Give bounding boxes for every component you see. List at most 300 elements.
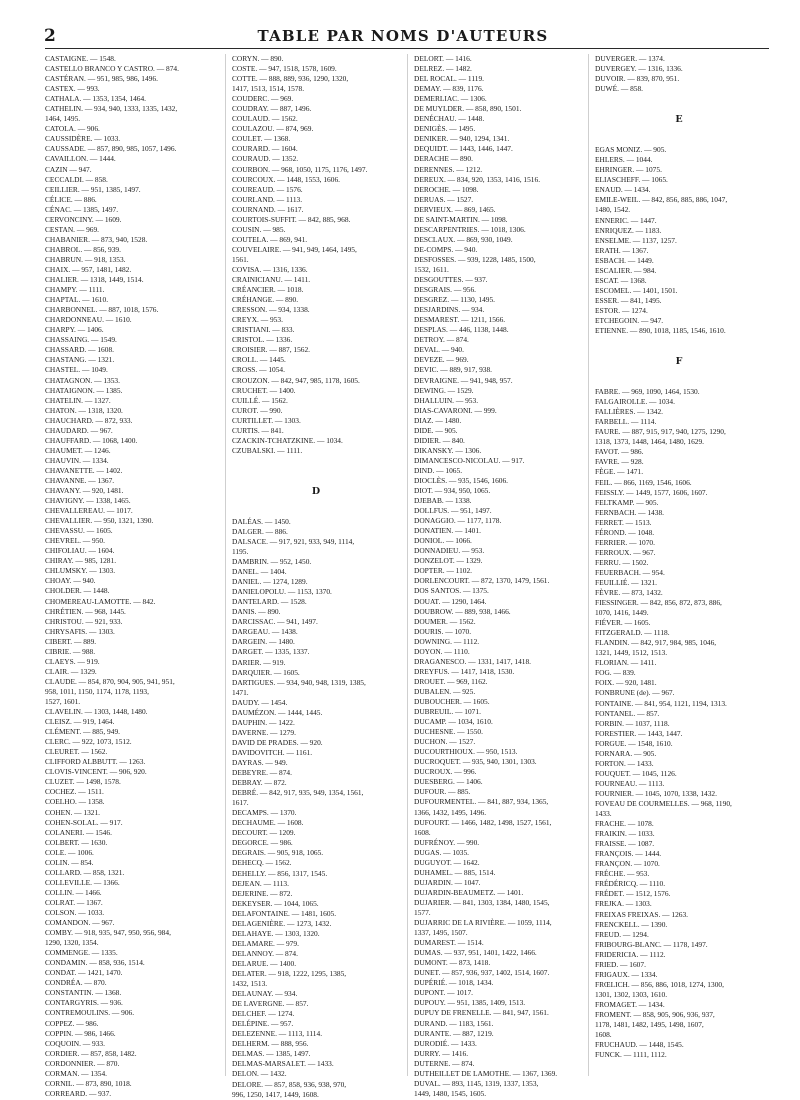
index-entry: CROUZON. — 842, 947, 985, 1178, 1605. xyxy=(232,375,360,385)
index-entry: DUBREUIL. — 1071. xyxy=(414,707,481,717)
index-entry: CHABROL. — 856, 939. xyxy=(45,244,121,254)
index-entry: DOURIS. — 1070. xyxy=(414,626,472,636)
index-entry: DIND. — 1065. xyxy=(414,465,463,475)
index-entry: CHASTEL. — 1049. xyxy=(45,365,108,375)
index-entry: DRAGANESCO. — 1331, 1417, 1418. xyxy=(414,656,532,666)
index-entry: DELREZ. — 1482. xyxy=(414,64,472,74)
index-entry: CORDONNIER. — 870. xyxy=(45,1058,120,1068)
index-entry: DUESBERG. — 1406. xyxy=(414,777,483,787)
index-entry: FROMAGET. — 1434. xyxy=(595,999,665,1009)
index-entry: COPPEZ. — 986. xyxy=(45,1018,99,1028)
index-entry: CHEVALLEREAU. — 1017. xyxy=(45,506,133,516)
index-entry: DECHAUME. — 1608. xyxy=(232,818,304,828)
index-entry: FRIBOURG-BLANC. — 1178, 1497. xyxy=(595,939,708,949)
index-entry: DEVEZE. — 969. xyxy=(414,355,469,365)
index-entry: DEGORCE. — 986. xyxy=(232,838,293,848)
index-entry: DUFOURT. — 1466, 1482, 1498, 1527, 1561, xyxy=(414,817,552,827)
index-entry: CHOAY. — 940. xyxy=(45,576,96,586)
index-entry: CHALIER. — 1318, 1449, 1514. xyxy=(45,275,144,285)
index-entry: DUGUYOT. — 1642. xyxy=(414,857,480,867)
index-entry: DONZELOT. — 1329. xyxy=(414,556,483,566)
index-entry: FROMENT. — 858, 905, 906, 936, 937, xyxy=(595,1009,715,1019)
index-entry: DUJARDIN-BEAUMETZ. — 1401. xyxy=(414,887,524,897)
index-entry: FELTKAMP. — 905. xyxy=(595,497,659,507)
index-entry: CHRÉTIEN. — 968, 1445. xyxy=(45,606,126,616)
index-entry: ESBACH. — 1449. xyxy=(595,255,654,265)
index-entry: DARQUIER. — 1605. xyxy=(232,667,300,677)
index-entry: FEUERBACH. — 954. xyxy=(595,567,665,577)
index-entry: FLORIAN. — 1411. xyxy=(595,658,657,668)
index-entry: 1617. xyxy=(232,798,249,808)
index-entry: COUSIN. — 985. xyxy=(232,224,286,234)
index-entry: CIBRIE. — 988. xyxy=(45,646,96,656)
index-entry: CATHELIN. — 934, 940, 1333, 1335, 1432, xyxy=(45,104,178,114)
index-entry: CAUSSADE. — 857, 890, 985, 1057, 1496. xyxy=(45,144,177,154)
index-entry: CHIRAY. — 985, 1281. xyxy=(45,556,117,566)
index-entry: CIBERT. — 889. xyxy=(45,636,97,646)
index-entry: DEROCHE. — 1098. xyxy=(414,184,479,194)
index-column-3 xyxy=(407,54,582,1098)
index-entry: FÈVRE. — 873, 1432. xyxy=(595,588,663,598)
index-entry: DORLENCOURT. — 872, 1370, 1479, 1561. xyxy=(414,576,550,586)
index-entry: DARTIGUES. — 934, 940, 948, 1319, 1385, xyxy=(232,677,366,687)
index-entry: DELEZENNE. — 1113, 1114. xyxy=(232,1029,323,1039)
index-entry: CHARPY. — 1406. xyxy=(45,325,104,335)
index-entry: DEMERLIAC. — 1306. xyxy=(414,94,487,104)
index-entry: DUCROUX. — 996. xyxy=(414,767,477,777)
index-entry: COLANERI. — 1546. xyxy=(45,827,112,837)
index-entry: DELAHAYE. — 1303, 1320. xyxy=(232,928,320,938)
index-entry: CUROT. — 990. xyxy=(232,405,283,415)
index-entry: COULET. — 1368. xyxy=(232,134,291,144)
index-entry: DUPÉRIÉ. — 1018, 1434. xyxy=(414,978,494,988)
index-entry: DALSACE. — 917, 921, 933, 949, 1114, xyxy=(232,536,355,546)
index-entry: FRŒLICH. — 856, 886, 1018, 1274, 1300, xyxy=(595,979,724,989)
index-entry: DELORE. — 857, 858, 936, 938, 970, xyxy=(232,1079,347,1089)
index-entry: FRENCKELL. — 1390. xyxy=(595,919,668,929)
index-entry: COLLIN. — 1466. xyxy=(45,887,102,897)
index-entry: DELÉPINE. — 957. xyxy=(232,1019,294,1029)
index-entry: DONATIEN. — 1401. xyxy=(414,526,481,536)
index-entry: CHABANIER. — 873, 940, 1528. xyxy=(45,234,148,244)
index-entry: DAUDY. — 1454. xyxy=(232,697,288,707)
index-entry: COQUOIN. — 933. xyxy=(45,1038,105,1048)
index-entry: CREYX. — 953. xyxy=(232,315,283,325)
index-entry: DAVID DE PRADES. — 920. xyxy=(232,737,323,747)
index-entry: FRIED. — 1607. xyxy=(595,959,646,969)
index-entry: COMANDON. — 967. xyxy=(45,918,115,928)
index-entry: FRAIKIN. — 1033. xyxy=(595,829,655,839)
index-entry: CLUZET. — 1498, 1578. xyxy=(45,777,121,787)
index-entry: CROISIER. — 887, 1562. xyxy=(232,345,311,355)
index-entry: DEL ROCAL. — 1119. xyxy=(414,74,485,84)
index-entry: CONDRÉA. — 870. xyxy=(45,978,107,988)
index-entry: CLERC. — 922, 1073, 1512. xyxy=(45,737,132,747)
index-entry: CURTIS. — 841. xyxy=(232,425,284,435)
index-entry: DENIGÈS. — 1495. xyxy=(414,124,476,134)
spacer xyxy=(595,104,763,114)
index-entry: CORNIL. — 873, 890, 1018. xyxy=(45,1078,132,1088)
spacer xyxy=(595,346,763,356)
index-entry: DJEBAB. — 1338. xyxy=(414,496,472,506)
index-entry: DELAFONTAINE. — 1481, 1605. xyxy=(232,908,337,918)
index-entry: FAVRE. — 928. xyxy=(595,457,644,467)
index-entry: 1449, 1480, 1545, 1605. xyxy=(414,1088,487,1098)
index-entry: DONNADIEU. — 953. xyxy=(414,546,485,556)
index-entry: DEJEAN. — 1113. xyxy=(232,878,289,888)
index-entry: CASTELLO BRANCO Y CASTRO. — 874. xyxy=(45,64,179,74)
index-entry: DURANTE. — 887, 1219. xyxy=(414,1028,494,1038)
index-entry: CHABRUN. — 918, 1353. xyxy=(45,254,126,264)
index-entry: COLLEVILLE. — 1366. xyxy=(45,877,120,887)
index-entry: COHEN. — 1321. xyxy=(45,807,101,817)
index-entry: DUNET. — 857, 936, 937, 1402, 1514, 1607. xyxy=(414,968,550,978)
index-entry: DAVIDOVITCH. — 1161. xyxy=(232,747,313,757)
index-entry: CRESSON. — 934, 1338. xyxy=(232,305,310,315)
index-entry: FOURNIER. — 1045, 1070, 1338, 1432. xyxy=(595,788,717,798)
index-entry: FUNCK. — 1111, 1112. xyxy=(595,1050,667,1060)
index-entry: DELARUE. — 1400. xyxy=(232,958,297,968)
index-entry: FIÉVER. — 1605. xyxy=(595,618,651,628)
index-entry: CASTAIGNE. — 1548. xyxy=(45,54,116,63)
index-entry: DELAUNAY. — 934. xyxy=(232,989,298,999)
index-entry: DIAZ. — 1480. xyxy=(414,415,462,425)
section-letter: E xyxy=(675,114,683,126)
index-entry: DERENNES. — 1212. xyxy=(414,164,483,174)
index-entry: CRÉANCIER. — 1018. xyxy=(232,285,304,295)
index-entry: CORREARD. — 937. xyxy=(45,1088,112,1098)
index-entry: DOYON. — 1110. xyxy=(414,646,470,656)
index-entry: CHAVANNE. — 1367. xyxy=(45,475,115,485)
index-entry: COLIN. — 854. xyxy=(45,857,94,867)
index-entry: FORGUE. — 1548, 1610. xyxy=(595,738,673,748)
index-column-2 xyxy=(225,54,400,1099)
index-entry: DUMAREST. — 1514. xyxy=(414,938,484,948)
index-entry: COURTOIS-SUFFIT. — 842, 885, 968. xyxy=(232,214,351,224)
index-entry: COLLARD. — 858, 1321. xyxy=(45,867,125,877)
index-entry: 1527, 1601. xyxy=(45,697,81,706)
index-entry: DESCARPENTRIES. — 1018, 1306. xyxy=(414,224,526,234)
index-entry: DELANNOY. — 874. xyxy=(232,948,298,958)
index-entry: DUCAMP. — 1034, 1610. xyxy=(414,717,493,727)
index-entry: FERRU. — 1502. xyxy=(595,557,649,567)
index-column-4 xyxy=(588,54,763,1076)
index-entry: DESFOSSES. — 939, 1228, 1485, 1500, xyxy=(414,254,536,264)
index-entry: COHEN-SOLAL. — 917. xyxy=(45,817,123,827)
index-entry: 1195. xyxy=(232,547,249,557)
index-entry: DOUMER. — 1562. xyxy=(414,616,476,626)
index-entry: CHAUCHARD. — 872, 933. xyxy=(45,415,133,425)
index-entry: CRÉHANGE. — 890. xyxy=(232,295,299,305)
index-entry: CHEVALLIER. — 950, 1321, 1390. xyxy=(45,516,154,526)
index-entry: CRISTIANI. — 833. xyxy=(232,325,295,335)
index-entry: COUVELAIRE. — 941, 949, 1464, 1495, xyxy=(232,244,357,254)
index-entry: DELAGENIÈRE. — 1273, 1432. xyxy=(232,918,332,928)
index-entry: CRAINICIANU. — 1411. xyxy=(232,275,311,285)
index-entry: COULAZOU. — 874, 969. xyxy=(232,124,314,134)
index-entry: CLAIR. — 1329. xyxy=(45,666,97,676)
index-entry: CONTARGYRIS. — 936. xyxy=(45,998,123,1008)
index-entry: FONTANEL. — 857. xyxy=(595,708,660,718)
index-entry: DANIELOPOLU. — 1153, 1370. xyxy=(232,587,332,597)
index-entry: ENSELME. — 1137, 1257. xyxy=(595,235,677,245)
index-entry: ENAUD. — 1434. xyxy=(595,185,651,195)
index-entry: ESCAT. — 1368. xyxy=(595,275,647,285)
index-entry: FERRIER. — 1070. xyxy=(595,537,655,547)
index-entry: COLRAT. — 1367. xyxy=(45,897,103,907)
index-entry: FRANÇOIS. — 1444. xyxy=(595,849,662,859)
index-entry: CHAMPY. — 1111. xyxy=(45,285,105,295)
index-entry: COURLAND. — 1113. xyxy=(232,194,303,204)
section-letter: D xyxy=(311,485,321,497)
index-entry: DANEL. — 1404. xyxy=(232,567,287,577)
index-entry: DENIKER. — 940, 1294, 1341. xyxy=(414,134,510,144)
index-entry: FREIXAS FREIXAS. — 1263. xyxy=(595,909,689,919)
index-entry: DERUAS. — 1527. xyxy=(414,194,474,204)
index-entry: CLIFFORD ALBBUTT. — 1263. xyxy=(45,757,146,767)
index-entry: DESGOUTTES. — 937. xyxy=(414,275,488,285)
index-entry: COURNAND. — 1617. xyxy=(232,204,304,214)
index-entry: FREJKA. — 1303. xyxy=(595,899,652,909)
index-entry: CASTÉRAN. — 951, 985, 986, 1496. xyxy=(45,74,158,84)
index-entry: COTTE. — 888, 889, 936, 1290, 1320, xyxy=(232,74,349,84)
index-entry: COURARD. — 1604. xyxy=(232,144,298,154)
index-entry: DESGRAIS. — 956. xyxy=(414,285,477,295)
index-entry: FLANDIN. — 842, 917, 984, 985, 1046, xyxy=(595,638,717,648)
index-entry: COMMENGE. — 1335. xyxy=(45,948,118,958)
index-entry: FREUD. — 1294. xyxy=(595,929,649,939)
index-entry: DELAMARE. — 979. xyxy=(232,938,299,948)
index-entry: CHAUFFARD. — 1068, 1400. xyxy=(45,435,138,445)
running-title: TABLE PAR NOMS D'AUTEURS xyxy=(257,27,549,45)
index-entry: FORBIN. — 1037, 1118. xyxy=(595,718,670,728)
index-entry: DUCHON. — 1527. xyxy=(414,737,476,747)
index-entry: DEMAY. — 839, 1176. xyxy=(414,84,484,94)
spacer xyxy=(595,377,763,387)
index-entry: DUPUY DE FRENELLE. — 841, 947, 1561. xyxy=(414,1008,549,1018)
index-entry: CAUSSIDÈRE. — 1033. xyxy=(45,134,121,144)
index-entry: DEVAL. — 940. xyxy=(414,345,464,355)
index-entry: DELHERM. — 888, 956. xyxy=(232,1039,309,1049)
index-entry: DUVAL. — 893, 1145, 1319, 1337, 1353, xyxy=(414,1078,539,1088)
index-entry: FRUCHAUD. — 1448, 1545. xyxy=(595,1040,684,1050)
index-entry: DESJARDINS. — 934. xyxy=(414,305,485,315)
index-entry: DAMBRIN. — 952, 1450. xyxy=(232,557,312,567)
index-entry: DE SAINT-MARTIN. — 1098. xyxy=(414,214,508,224)
index-entry: 1471. xyxy=(232,687,249,697)
index-entry: CHRISTOU. — 921, 933. xyxy=(45,616,123,626)
index-entry: DERVIEUX. — 869, 1465. xyxy=(414,204,496,214)
index-entry: DUFOURMENTEL. — 841, 887, 934, 1365, xyxy=(414,797,549,807)
index-entry: DAYRAS. — 949. xyxy=(232,758,288,767)
index-entry: CERVONCINY. — 1609. xyxy=(45,214,122,224)
index-entry: FÈGE. — 1471. xyxy=(595,467,644,477)
index-entry: DETROY. — 874. xyxy=(414,335,469,345)
index-entry: DUVERGEY. — 1316, 1336. xyxy=(595,64,683,74)
index-entry: 1608. xyxy=(595,1030,612,1040)
index-entry: DROUET. — 969, 1162. xyxy=(414,676,488,686)
index-entry: FONTAINE. — 841, 954, 1121, 1194, 1313. xyxy=(595,698,727,708)
index-entry: FONBRUNE (de). — 967. xyxy=(595,688,675,698)
index-entry: COELHO. — 1358. xyxy=(45,797,105,807)
header-rule xyxy=(45,48,769,49)
index-entry: FORESTIER. — 1443, 1447. xyxy=(595,728,683,738)
index-entry: DEBRAY. — 872. xyxy=(232,778,287,788)
index-entry: DEHELLY. — 856, 1317, 1545. xyxy=(232,868,328,878)
index-entry: DUBOUCHER. — 1605. xyxy=(414,697,490,706)
index-entry: CONDAMIN. — 858, 936, 1514. xyxy=(45,958,145,968)
index-entry: DECAMPS. — 1370. xyxy=(232,808,297,818)
index-entry: CLAVELIN. — 1303, 1448, 1480. xyxy=(45,707,148,717)
index-entry: DUMAS. — 937, 951, 1401, 1422, 1466. xyxy=(414,948,537,958)
index-entry: FIESSINGER. — 842, 856, 872, 873, 886, xyxy=(595,598,722,608)
index-entry: FORTON. — 1433. xyxy=(595,758,654,768)
index-entry: CLAEYS. — 919. xyxy=(45,656,100,666)
index-entry: DREYFUS. — 1417, 1418, 1530. xyxy=(414,666,515,676)
index-entry: 958, 1011, 1150, 1174, 1178, 1193, xyxy=(45,686,149,696)
index-entry: COLSON. — 1033. xyxy=(45,907,105,917)
index-entry: DUVERGER. — 1374. xyxy=(595,54,665,63)
index-entry: FRIGAUX. — 1334. xyxy=(595,969,658,979)
index-entry: DOWNING. — 1112. xyxy=(414,636,480,646)
index-entry: CHAUDARD. — 967. xyxy=(45,425,113,435)
index-entry: CONTREMOULINS. — 906. xyxy=(45,1008,135,1018)
index-entry: FAVOT. — 986. xyxy=(595,447,644,457)
index-entry: DUCHESNE. — 1550. xyxy=(414,727,483,737)
index-entry: 1433. xyxy=(595,809,612,819)
index-entry: FERNBACH. — 1438. xyxy=(595,507,664,517)
index-entry: CLÉMENT. — 885, 949. xyxy=(45,727,120,737)
index-entry: FOVEAU DE COURMELLES. — 968, 1190, xyxy=(595,799,732,808)
index-entry: DUCROQUET. — 935, 940, 1301, 1303. xyxy=(414,757,537,767)
index-entry: FEIL. — 866, 1169, 1546, 1606. xyxy=(595,477,692,487)
index-entry: DARGEAU. — 1438. xyxy=(232,627,298,637)
index-entry: COPPIN. — 986, 1466. xyxy=(45,1028,116,1038)
index-entry: DIMANCESCO-NICOLAU. — 917. xyxy=(414,455,525,465)
spacer xyxy=(232,497,400,507)
index-entry: DEHECQ. — 1562. xyxy=(232,858,292,868)
index-entry: ESCOMEL. — 1401, 1501. xyxy=(595,285,678,295)
index-entry: EHRINGER. — 1075. xyxy=(595,165,662,175)
index-entry: CZACKIN-TCHATZKINE. — 1034. xyxy=(232,435,343,445)
index-entry: CHATAGNON. — 1353. xyxy=(45,375,120,385)
index-entry: CUILLÉ. — 1562. xyxy=(232,395,288,405)
index-entry: CONDAT. — 1421, 1470. xyxy=(45,968,123,978)
index-entry: CLEURET. — 1562. xyxy=(45,747,108,757)
index-entry: CZUBALSKI. — 1111. xyxy=(232,445,303,455)
index-entry: CLEISZ. — 919, 1464. xyxy=(45,717,115,727)
index-entry: FOG. — 839. xyxy=(595,668,636,678)
index-entry: FÉROND. — 1048. xyxy=(595,527,655,537)
index-entry: 1577. xyxy=(414,907,431,917)
index-entry: DURRY. — 1416. xyxy=(414,1048,469,1058)
index-entry: FEUILLIÉ. — 1321. xyxy=(595,577,657,587)
index-entry: DONIOL. — 1066. xyxy=(414,536,472,546)
index-entry: CHAVIGNY. — 1338, 1465. xyxy=(45,496,131,506)
index-entry: CHATELIN. — 1327. xyxy=(45,395,111,405)
index-entry: DOLLFUS. — 951, 1497. xyxy=(414,506,492,516)
index-entry: CHARDONNEAU. — 1610. xyxy=(45,315,132,325)
index-entry: DIKANSKY. — 1306. xyxy=(414,445,482,455)
index-entry: DUWÉ. — 858. xyxy=(595,84,644,94)
index-entry: DEKEYSER. — 1044, 1065. xyxy=(232,898,319,908)
index-entry: DELMAS. — 1385, 1497. xyxy=(232,1049,311,1059)
spacer xyxy=(595,135,763,145)
index-entry: DUPOUY. — 951, 1385, 1409, 1513. xyxy=(414,998,526,1008)
index-entry: COUDRAY. — 887, 1496. xyxy=(232,104,312,114)
index-entry: DEBEYRE. — 874. xyxy=(232,768,292,778)
index-entry: COURBON. — 968, 1050, 1175, 1176, 1497. xyxy=(232,164,368,174)
index-entry: 1301, 1302, 1303, 1610. xyxy=(595,989,668,999)
index-entry: DALGER. — 886. xyxy=(232,526,288,536)
index-entry: FALLIÈRES. — 1342. xyxy=(595,407,664,417)
index-entry: DOUBROW. — 889, 938, 1466. xyxy=(414,606,511,616)
index-entry: DESPLAS. — 446, 1138, 1448. xyxy=(414,325,509,335)
index-entry: FABRE. — 969, 1090, 1464, 1530. xyxy=(595,387,700,397)
index-entry: 1290, 1320, 1354. xyxy=(45,938,99,948)
index-entry: EGAS MONIZ. — 905. xyxy=(595,145,667,155)
index-entry: DIOT. — 934, 950, 1065. xyxy=(414,486,491,496)
spacer xyxy=(232,476,400,486)
spacer xyxy=(232,507,400,517)
index-entry: DARIER. — 919. xyxy=(232,657,286,667)
index-entry: CÉNAC. — 1385, 1497. xyxy=(45,204,119,214)
index-entry: CHAPTAL. — 1610. xyxy=(45,295,109,305)
index-entry: ESTOR. — 1274. xyxy=(595,305,648,315)
spacer xyxy=(595,367,763,377)
index-entry: DELATER. — 918, 1222, 1295, 1385, xyxy=(232,968,347,978)
index-entry: DESMAREST. — 1211, 1566. xyxy=(414,315,506,325)
index-entry: DUBALEN. — 925. xyxy=(414,686,476,696)
index-entry: DALÉAS. — 1450. xyxy=(232,516,291,526)
index-entry: 1070, 1416, 1449. xyxy=(595,608,649,618)
index-entry: DUVOIR. — 839, 870, 951. xyxy=(595,74,680,84)
index-entry: DANIEL. — 1274, 1289. xyxy=(232,577,308,587)
index-entry: CHATON. — 1318, 1320. xyxy=(45,405,123,415)
index-entry: DIAS-CAVARONI. — 999. xyxy=(414,405,497,415)
index-entry: CLAUDE. — 854, 870, 904, 905, 941, 951, xyxy=(45,676,175,686)
index-entry: 1464, 1495. xyxy=(45,114,81,124)
index-entry: DIDE. — 905. xyxy=(414,425,458,435)
index-entry: EHLERS. — 1044. xyxy=(595,155,653,165)
index-entry: FERROUX. — 967. xyxy=(595,547,656,557)
index-entry: COCHEZ. — 1511. xyxy=(45,787,104,797)
index-entry: FORNARA. — 905. xyxy=(595,748,657,758)
index-entry: FRANÇON. — 1070. xyxy=(595,859,660,869)
index-entry: CHARBONNEL. — 887, 1018, 1576. xyxy=(45,305,159,315)
index-entry: CHASTANG. — 1321. xyxy=(45,355,115,365)
page-header xyxy=(38,24,768,48)
index-entry: DARGET. — 1335, 1337. xyxy=(232,647,310,657)
page-number: 2 xyxy=(44,26,56,46)
index-entry: 1532, 1611. xyxy=(414,264,449,274)
index-columns xyxy=(45,54,769,1099)
index-entry: ENNERIC. — 1447. xyxy=(595,215,657,225)
index-entry: CHEVREL. — 950. xyxy=(45,536,105,546)
index-entry: ETIENNE. — 890, 1018, 1185, 1546, 1610. xyxy=(595,326,726,336)
index-entry: 1561. xyxy=(232,254,249,264)
index-entry: DECOURT. — 1209. xyxy=(232,828,296,838)
index-entry: CRISTOL. — 1336. xyxy=(232,335,293,345)
index-entry: COVISA. — 1316, 1336. xyxy=(232,264,308,274)
index-entry: DONAGGIO. — 1177, 1178. xyxy=(414,516,502,526)
index-entry: CHASSAING. — 1549. xyxy=(45,335,117,345)
index-entry: DE LAVERGNE. — 857. xyxy=(232,999,309,1009)
index-entry: DELCHEF. — 1274. xyxy=(232,1009,295,1019)
spacer xyxy=(232,466,400,476)
index-entry: DEREUX. — 834, 920, 1353, 1416, 1516. xyxy=(414,174,541,184)
index-entry: DOUAT. — 1290, 1464. xyxy=(414,596,487,606)
